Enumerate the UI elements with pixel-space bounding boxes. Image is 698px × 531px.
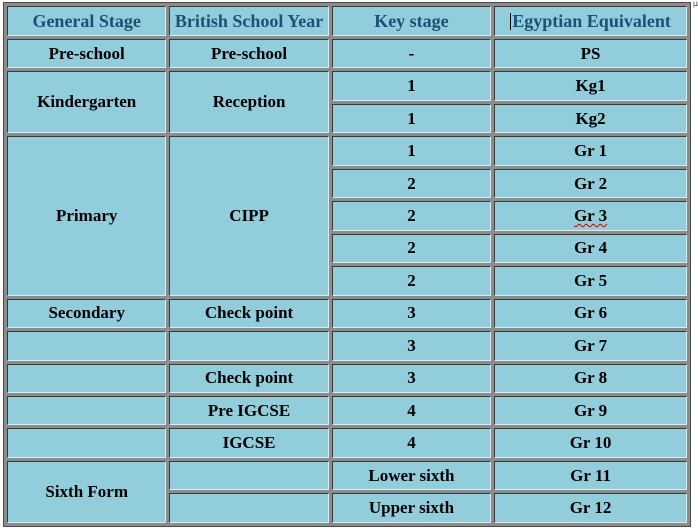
cell-british-year xyxy=(169,331,328,360)
header-egyptian-equivalent[interactable] xyxy=(494,6,687,36)
cell-egyptian-equivalent: Gr 6 xyxy=(494,299,687,328)
education-stages-table xyxy=(4,3,690,526)
cell-british-year: CIPP xyxy=(169,136,328,295)
corner-mark: µ xyxy=(692,0,698,8)
cell-key-stage: Lower sixth xyxy=(332,461,491,490)
cell-key-stage: 4 xyxy=(332,396,491,425)
cell-egyptian-equivalent: Gr 9 xyxy=(494,396,687,425)
cell-general-stage: Secondary xyxy=(7,299,166,328)
cell-general-stage: Primary xyxy=(7,136,166,295)
cell-general-stage: Kindergarten xyxy=(7,71,166,133)
table-row xyxy=(7,71,687,100)
header-british-school-year: British School Year xyxy=(169,6,328,36)
cell-british-year: Check point xyxy=(169,299,328,328)
header-key-stage: Key stage xyxy=(332,6,491,36)
header-row xyxy=(7,6,687,36)
table-row xyxy=(7,299,687,328)
cell-egyptian-equivalent: Gr 2 xyxy=(494,169,687,198)
cell-egyptian-equivalent: Kg2 xyxy=(494,104,687,133)
cell-key-stage: Upper sixth xyxy=(332,493,491,523)
table-row xyxy=(7,39,687,68)
cell-egyptian-equivalent: Gr 5 xyxy=(494,266,687,295)
cell-key-stage: 1 xyxy=(332,71,491,100)
education-stages-table-frame xyxy=(3,2,691,527)
cell-key-stage: 1 xyxy=(332,104,491,133)
cell-british-year-empty xyxy=(169,461,328,490)
cell-british-year: Reception xyxy=(169,71,328,133)
cell-general-stage: Pre-school xyxy=(7,39,166,68)
table-row xyxy=(7,461,687,490)
cell-key-stage: - xyxy=(332,39,491,68)
cell-general-stage: Sixth Form xyxy=(7,461,166,523)
cell-general-stage-empty xyxy=(7,428,166,457)
table-row xyxy=(7,364,687,393)
table-row xyxy=(7,396,687,425)
cell-key-stage: 2 xyxy=(332,234,491,263)
cell-egyptian-equivalent: Gr 4 xyxy=(494,234,687,263)
cell-key-stage: 3 xyxy=(332,299,491,328)
header-egyptian-equivalent-label: Egyptian Equivalent xyxy=(512,10,671,31)
cell-british-year-empty xyxy=(169,493,328,523)
cell-egyptian-equivalent: Gr 7 xyxy=(494,331,687,360)
cell-egyptian-equivalent: Gr 11 xyxy=(494,461,687,490)
cell-key-stage: 2 xyxy=(332,266,491,295)
cell-general-stage-empty xyxy=(7,364,166,393)
cell-egyptian-equivalent: Gr 1 xyxy=(494,136,687,165)
cell-egyptian-equivalent: Gr 8 xyxy=(494,364,687,393)
table-row xyxy=(7,136,687,165)
cell-key-stage: 2 xyxy=(332,169,491,198)
cell-british-year: Pre IGCSE xyxy=(169,396,328,425)
cell-general-stage-empty xyxy=(7,331,166,360)
table-row xyxy=(7,331,687,360)
cell-key-stage: 4 xyxy=(332,428,491,457)
cell-general-stage-empty xyxy=(7,396,166,425)
cell-british-year: IGCSE xyxy=(169,428,328,457)
table-row xyxy=(7,428,687,457)
cell-key-stage: 3 xyxy=(332,364,491,393)
cell-egyptian-equivalent: Gr 12 xyxy=(494,493,687,523)
cell-british-year: Pre-school xyxy=(169,39,328,68)
cell-egyptian-equivalent: PS xyxy=(494,39,687,68)
cell-egyptian-equivalent: Kg1 xyxy=(494,71,687,100)
cell-egyptian-equivalent: Gr 10 xyxy=(494,428,687,457)
cell-egyptian-equivalent xyxy=(494,201,687,230)
cell-key-stage: 2 xyxy=(332,201,491,230)
cell-key-stage: 3 xyxy=(332,331,491,360)
cell-key-stage: 1 xyxy=(332,136,491,165)
cell-british-year: Check point xyxy=(169,364,328,393)
header-general-stage: General Stage xyxy=(7,6,166,36)
spellcheck-underlined-text: Gr 3 xyxy=(573,205,608,225)
